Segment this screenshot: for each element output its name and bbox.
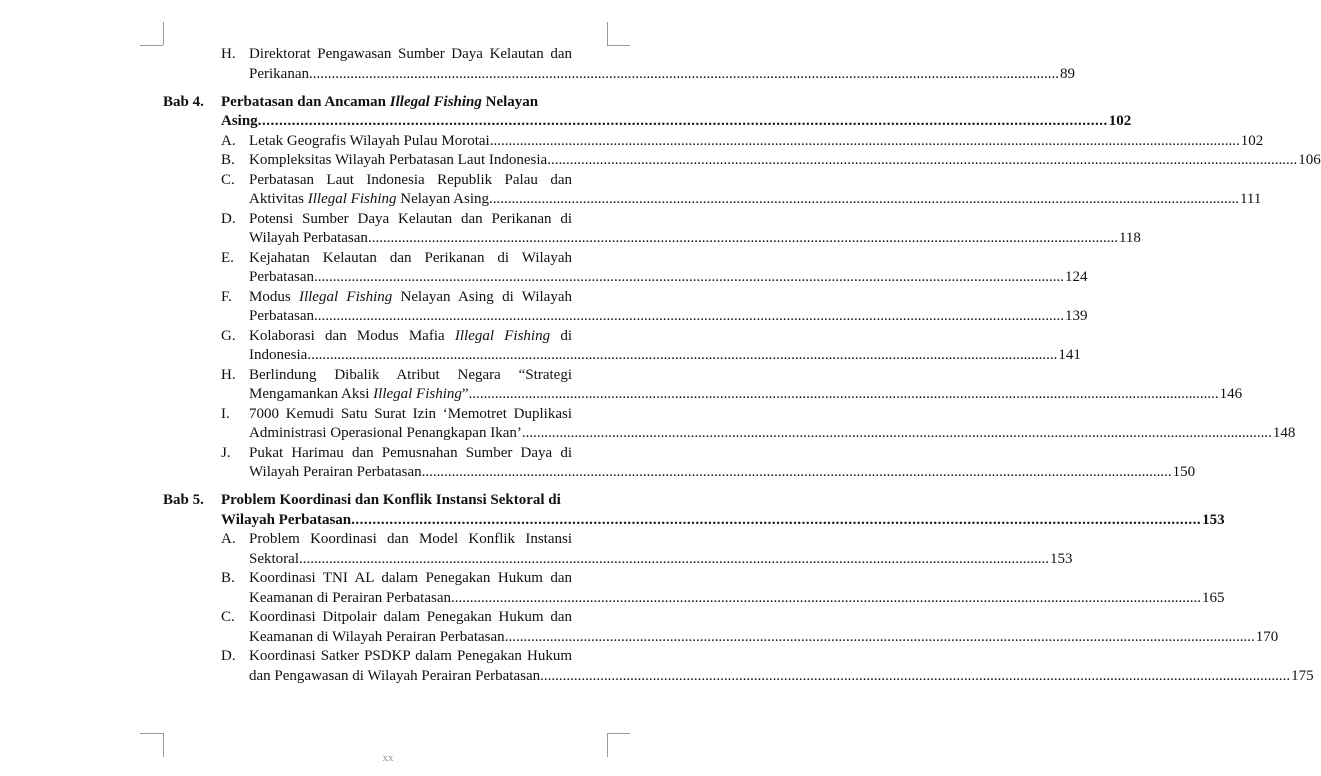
toc-item[interactable] (163, 132, 1264, 152)
toc-title-line (249, 45, 572, 65)
toc-page-number: 111 (1239, 191, 1262, 207)
title-segment: Koordinasi Satker PSDKP dalam Penegakan Hukum (249, 648, 572, 664)
toc-page-number: 150 (1172, 464, 1196, 480)
toc-page-number: 153 (1202, 511, 1225, 528)
toc-title-line (249, 405, 572, 425)
crop-mark (140, 45, 163, 46)
toc-page-number: 102 (1240, 132, 1264, 149)
toc-title-line (221, 93, 610, 113)
dot-leader: ........................................................................................................................................................................................................ (313, 269, 1064, 285)
toc-title-text (249, 229, 368, 249)
title-segment: Direktorat Pengawasan Sumber Daya Kelautan dan (249, 46, 572, 62)
toc-item[interactable] (163, 288, 1088, 327)
toc-label: C. (221, 171, 235, 188)
toc-page-number: 141 (1058, 347, 1081, 363)
title-segment: Sektoral (249, 550, 299, 567)
toc-title-text (249, 628, 505, 648)
toc-title-line (249, 268, 1088, 288)
toc-title-line (249, 171, 572, 191)
title-segment: Aktivitas (249, 191, 308, 207)
table-of-contents (163, 45, 1321, 686)
toc-page-number: 102 (1108, 113, 1132, 129)
title-segment: Indonesia (249, 347, 308, 363)
toc-title-line (249, 385, 1243, 405)
toc-page-number: 175 (1291, 667, 1314, 684)
toc-item[interactable] (163, 45, 1075, 84)
crop-mark (607, 733, 630, 734)
toc-page-number: 170 (1255, 628, 1279, 645)
title-segment: Potensi Sumber Daya Kelautan dan Perikanan di (249, 210, 572, 227)
title-segment: Asing (221, 113, 258, 129)
title-segment: Nelayan Asing di Wilayah (392, 288, 572, 305)
title-segment: Letak Geografis Wilayah Pulau Morotai (249, 132, 490, 149)
toc-title-line (249, 210, 572, 230)
toc-title-line (221, 112, 1132, 132)
title-segment: Kompleksitas Wilayah Perbatasan Laut Indonesia (249, 152, 548, 168)
toc-title-line (249, 647, 572, 667)
toc-title-text (249, 190, 489, 210)
toc-label: H. (221, 46, 236, 62)
toc-title-text (249, 667, 540, 687)
crop-mark (607, 45, 630, 46)
toc-item[interactable] (163, 210, 1141, 249)
italic-term: Illegal Fishing (389, 93, 482, 110)
italic-term: Illegal Fishing (307, 191, 397, 207)
dot-leader: ........................................................................................................................................................................................................ (547, 152, 1298, 168)
toc-title-line (249, 444, 572, 464)
title-segment: Wilayah Perbatasan (249, 230, 368, 246)
dot-leader: ........................................................................................................................................................................................................ (489, 132, 1240, 149)
toc-page-number: 148 (1272, 425, 1296, 441)
title-segment: Perikanan (249, 65, 309, 82)
toc-item[interactable] (163, 171, 1262, 210)
dot-leader: ........................................................................................................................................................................................................ (540, 667, 1291, 684)
toc-title-line (249, 65, 1075, 85)
title-segment: Berlindung Dibalik Atribut Negara “Strategi (249, 366, 572, 383)
toc-chapter[interactable] (163, 93, 1132, 132)
toc-item[interactable] (163, 151, 1321, 171)
toc-item[interactable] (163, 530, 1073, 569)
toc-title-text (249, 65, 309, 85)
crop-mark (140, 733, 163, 734)
toc-title-line (249, 366, 572, 386)
toc-item[interactable] (163, 444, 1196, 483)
toc-title-text (249, 550, 299, 570)
title-segment: dan Pengawasan di Wilayah Perairan Perbatasan (249, 667, 541, 684)
toc-title-line (249, 151, 1321, 171)
toc-title-text (249, 346, 307, 366)
title-segment: ” (461, 386, 469, 402)
toc-label: B. (221, 570, 235, 586)
dot-leader: ........................................................................................................................................................................................................ (308, 65, 1059, 82)
toc-title-line (249, 424, 1296, 444)
toc-title-text (221, 112, 258, 132)
toc-label: D. (221, 648, 236, 664)
toc-item[interactable] (163, 327, 1081, 366)
toc-page-number: 153 (1050, 550, 1073, 567)
title-segment: Wilayah Perbatasan (221, 511, 352, 528)
toc-title-line (249, 667, 1314, 687)
dot-leader: ........................................................................................................................................................................................................ (257, 113, 1108, 129)
toc-item[interactable] (163, 647, 1314, 686)
dot-leader: ........................................................................................................................................................................................................ (421, 464, 1172, 480)
toc-title-text (249, 307, 314, 327)
dot-leader: ........................................................................................................................................................................................................ (521, 425, 1272, 441)
page-number: xx (382, 752, 394, 764)
dot-leader: ........................................................................................................................................................................................................ (488, 191, 1239, 207)
toc-title-text (249, 151, 547, 171)
title-segment: Koordinasi Ditpolair dalam Penegakan Hukum dan (249, 609, 572, 625)
toc-label: I. (221, 405, 230, 422)
toc-title-line (249, 608, 572, 628)
toc-title-line (249, 132, 1264, 152)
toc-title-line (249, 307, 1088, 327)
toc-title-line (249, 249, 572, 269)
toc-label: B. (221, 152, 235, 168)
toc-title-line (249, 327, 572, 347)
dot-leader: ........................................................................................................................................................................................................ (504, 628, 1255, 645)
italic-term: Illegal Fishing (373, 386, 462, 402)
toc-item[interactable] (163, 366, 1243, 405)
toc-page-number: 139 (1064, 308, 1088, 324)
toc-label: G. (221, 327, 236, 344)
toc-page-number: 146 (1219, 386, 1243, 402)
title-segment: Modus (249, 288, 299, 305)
title-segment: Pukat Harimau dan Pemusnahan Sumber Daya di (249, 444, 572, 461)
title-segment: Keamanan di Perairan Perbatasan (249, 589, 451, 606)
toc-label: F. (221, 288, 232, 305)
toc-title-text (249, 132, 490, 152)
title-segment: Nelayan (481, 93, 539, 110)
dot-leader: ........................................................................................................................................................................................................ (307, 347, 1058, 363)
crop-mark (163, 22, 164, 45)
toc-label: C. (221, 609, 235, 625)
italic-term: Illegal Fishing (454, 327, 551, 344)
dot-leader: ........................................................................................................................................................................................................ (313, 308, 1064, 324)
title-segment: Perbatasan (249, 269, 314, 285)
toc-label: H. (221, 366, 236, 383)
toc-item[interactable] (163, 249, 1088, 288)
toc-page-number: 124 (1064, 269, 1088, 285)
toc-title-line (221, 511, 1225, 531)
toc-title-text (249, 424, 522, 444)
toc-title-text (249, 268, 314, 288)
toc-title-line (249, 628, 1279, 648)
toc-title-text (249, 385, 469, 405)
toc-chapter[interactable] (163, 491, 1225, 530)
toc-title-text (249, 463, 422, 483)
toc-page-number: 118 (1118, 230, 1141, 246)
toc-label: Bab 5. (163, 492, 204, 508)
title-segment: Kolaborasi dan Modus Mafia (249, 327, 455, 344)
title-segment: Administrasi Operasional Penangkapan Ikan’ (249, 425, 522, 441)
title-segment: Perbatasan (249, 308, 314, 324)
toc-item[interactable] (163, 569, 1225, 608)
crop-mark (607, 22, 608, 45)
title-segment: Mengamankan Aksi (249, 386, 374, 402)
toc-title-line (249, 346, 1081, 366)
title-segment: Perbatasan Laut Indonesia Republik Palau dan (249, 171, 572, 188)
toc-label: A. (221, 531, 236, 547)
toc-title-line (221, 491, 610, 511)
title-segment: Problem Koordinasi dan Model Konflik Instansi (249, 531, 572, 547)
toc-title-text (221, 511, 351, 531)
dot-leader: ........................................................................................................................................................................................................ (351, 511, 1202, 528)
dot-leader: ........................................................................................................................................................................................................ (451, 589, 1201, 606)
toc-label: D. (221, 210, 236, 227)
toc-label: J. (221, 444, 231, 461)
toc-title-line (249, 550, 1073, 570)
title-segment: di (550, 327, 572, 344)
toc-label: A. (221, 132, 236, 149)
dot-leader: ........................................................................................................................................................................................................ (367, 230, 1118, 246)
toc-page-number: 106 (1298, 152, 1321, 168)
toc-title-text (249, 589, 451, 609)
toc-title-line (249, 229, 1141, 249)
title-segment: Problem Koordinasi dan Konflik Instansi Sektoral di (221, 492, 561, 508)
title-segment: Kejahatan Kelautan dan Perikanan di Wilayah (249, 249, 572, 266)
title-segment: Nelayan Asing (396, 191, 489, 207)
toc-label: Bab 4. (163, 93, 204, 110)
toc-page-number: 165 (1202, 589, 1225, 606)
toc-title-line (249, 589, 1225, 609)
toc-item[interactable] (163, 608, 1279, 647)
dot-leader: ........................................................................................................................................................................................................ (468, 386, 1219, 402)
title-segment: 7000 Kemudi Satu Surat Izin ‘Memotret Duplikasi (249, 405, 572, 422)
toc-title-line (249, 569, 572, 589)
toc-title-line (249, 190, 1262, 210)
toc-title-line (249, 530, 572, 550)
toc-page-number: 89 (1059, 65, 1075, 82)
toc-title-line (249, 463, 1196, 483)
toc-title-line (249, 288, 572, 308)
title-segment: Wilayah Perairan Perbatasan (249, 464, 422, 480)
dot-leader: ........................................................................................................................................................................................................ (299, 550, 1049, 567)
title-segment: Perbatasan dan Ancaman (221, 93, 390, 110)
italic-term: Illegal Fishing (298, 288, 393, 305)
title-segment: Koordinasi TNI AL dalam Penegakan Hukum dan (249, 570, 572, 586)
title-segment: Keamanan di Wilayah Perairan Perbatasan (249, 628, 505, 645)
toc-label: E. (221, 249, 234, 266)
toc-item[interactable] (163, 405, 1296, 444)
